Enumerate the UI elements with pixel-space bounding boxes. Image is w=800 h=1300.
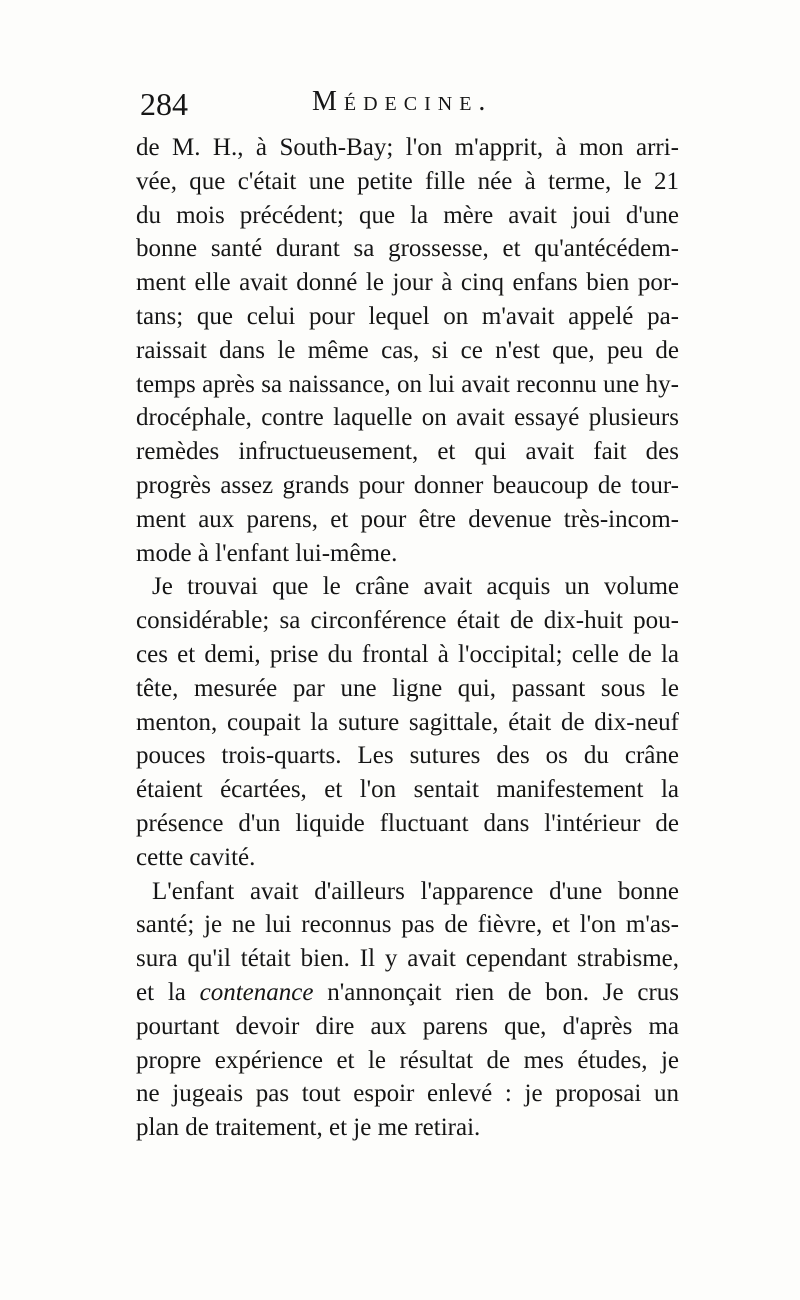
text-line: ces et demi, prise du frontal à l'occipital; celle de la <box>136 640 679 668</box>
page-number: 284 <box>140 86 188 122</box>
body-text <box>136 131 679 1145</box>
text-segment: n'annonçait rien de bon. Je crus <box>313 978 679 1006</box>
text-line: progrès assez grands pour donner beaucoup de tour- <box>136 471 679 499</box>
text-line: considérable; sa circonférence était de dix-huit pou- <box>136 607 679 635</box>
page-header <box>140 86 680 126</box>
text-line: ment elle avait donné le jour à cinq enfans bien por- <box>136 269 679 297</box>
paragraph-3 <box>136 875 679 1145</box>
italic-word: contenance <box>199 978 314 1006</box>
text-line: mode à l'enfant lui-même. <box>136 539 398 567</box>
text-line: du mois précédent; que la mère avait joui d'une <box>136 201 679 229</box>
text-line: remèdes infructueusement, et qui avait fait des <box>136 438 679 466</box>
text-line: cette cavité. <box>136 843 256 871</box>
text-segment: et la <box>136 978 200 1006</box>
text-line <box>136 976 679 1010</box>
text-line: drocéphale, contre laquelle on avait essayé plusieurs <box>136 404 679 432</box>
text-line: tans; que celui pour lequel on m'avait appelé pa- <box>136 302 679 330</box>
text-line: propre expérience et le résultat de mes études, je <box>136 1046 679 1074</box>
text-line: L'enfant avait d'ailleurs l'apparence d'une bonne <box>152 877 679 905</box>
text-line: pouces trois-quarts. Les sutures des os du crâne <box>136 742 679 770</box>
text-line: présence d'un liquide fluctuant dans l'intérieur de <box>136 809 679 837</box>
text-line: ne jugeais pas tout espoir enlevé : je proposai un <box>136 1080 679 1108</box>
text-line: plan de traitement, et je me retirai. <box>136 1114 481 1142</box>
text-line: de M. H., à South-Bay; l'on m'apprit, à mon arri- <box>136 134 679 161</box>
text-line: raissait dans le même cas, si ce n'est que, peu de <box>136 336 679 364</box>
text-line: menton, coupait la suture sagittale, était de dix-neuf <box>136 708 679 736</box>
paragraph-2 <box>136 570 679 874</box>
text-line: ment aux parens, et pour être devenue très-incom- <box>136 505 679 533</box>
text-line: vée, que c'était une petite fille née à terme, le 21 <box>136 167 679 195</box>
text-line: bonne santé durant sa grossesse, et qu'antécédem- <box>136 235 679 263</box>
text-line: pourtant devoir dire aux parens que, d'après ma <box>136 1012 679 1040</box>
text-line: sura qu'il tétait bien. Il y avait cependant strabisme, <box>136 945 679 973</box>
text-line: temps après sa naissance, on lui avait reconnu une hy- <box>136 370 679 398</box>
paragraph-1 <box>136 131 679 570</box>
text-line: santé; je ne lui reconnus pas de fièvre, et l'on m'as- <box>136 911 679 939</box>
text-line: étaient écartées, et l'on sentait manifestement la <box>136 776 679 804</box>
text-line: tête, mesurée par une ligne qui, passant sous le <box>136 674 679 702</box>
text-line: Je trouvai que le crâne avait acquis un volume <box>152 573 679 601</box>
running-title: Médecine. <box>312 86 493 117</box>
